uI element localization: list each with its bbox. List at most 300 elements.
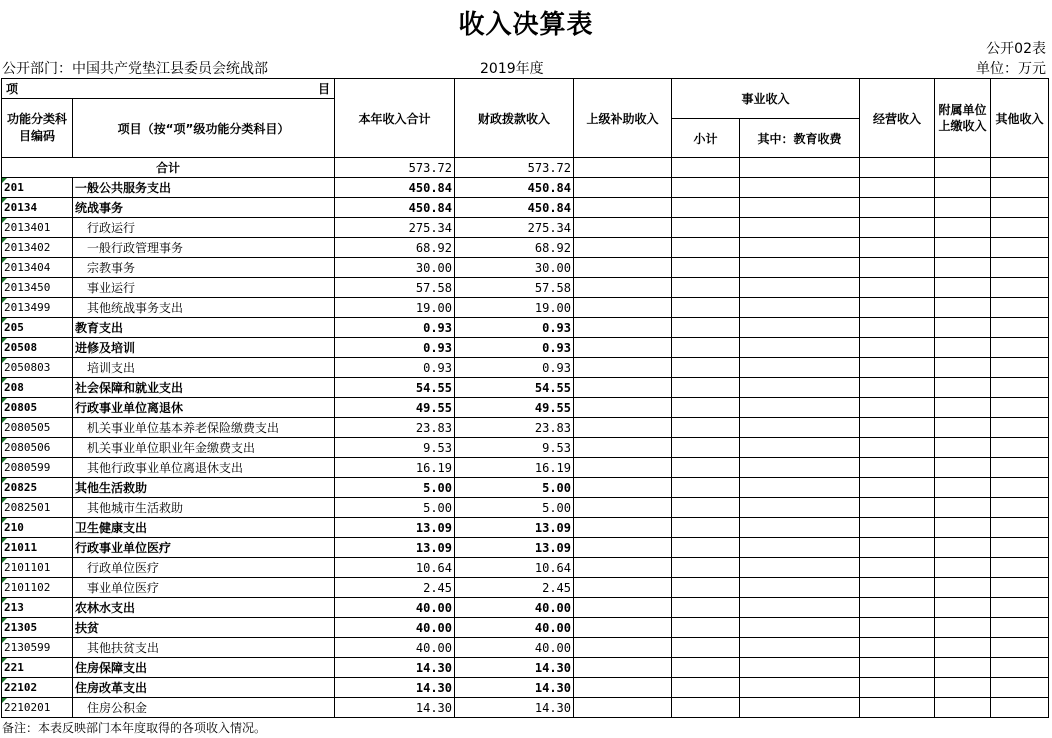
empty-cell [991, 578, 1049, 598]
row-name: 农林水支出 [73, 598, 335, 618]
row-total: 40.00 [335, 598, 455, 618]
row-total: 16.19 [335, 458, 455, 478]
row-total: 40.00 [335, 618, 455, 638]
header-total: 本年收入合计 [335, 79, 455, 158]
empty-cell [935, 518, 991, 538]
row-code: 208 [2, 378, 73, 398]
table-row [2, 438, 1049, 458]
row-total: 450.84 [335, 178, 455, 198]
header-affiliated: 附属单位上缴收入 [935, 79, 991, 158]
empty-cell [935, 178, 991, 198]
empty-cell [672, 438, 740, 458]
empty-cell [574, 398, 672, 418]
table-row [2, 598, 1049, 618]
row-name: 其他城市生活救助 [73, 498, 335, 518]
empty-cell [672, 198, 740, 218]
total-row: 合计 573.72 573.72 [2, 158, 1049, 178]
row-name: 行政事业单位医疗 [73, 538, 335, 558]
row-fiscal: 0.93 [455, 358, 574, 378]
empty-cell [574, 378, 672, 398]
row-code: 2013402 [2, 238, 73, 258]
empty-cell [860, 178, 935, 198]
table-row [2, 358, 1049, 378]
empty-cell [935, 498, 991, 518]
row-fiscal: 5.00 [455, 478, 574, 498]
empty-cell [935, 318, 991, 338]
empty-cell [935, 278, 991, 298]
row-fiscal: 0.93 [455, 338, 574, 358]
row-total: 0.93 [335, 358, 455, 378]
empty-cell [860, 458, 935, 478]
row-code: 2013401 [2, 218, 73, 238]
row-fiscal: 40.00 [455, 638, 574, 658]
empty-cell [672, 258, 740, 278]
empty-cell [935, 398, 991, 418]
empty-cell [935, 678, 991, 698]
row-name: 机关事业单位职业年金缴费支出 [73, 438, 335, 458]
row-code: 20825 [2, 478, 73, 498]
row-name: 扶贫 [73, 618, 335, 638]
empty-cell [860, 218, 935, 238]
table-row [2, 518, 1049, 538]
row-code: 21305 [2, 618, 73, 638]
page-title: 收入决算表 [458, 10, 594, 40]
empty-cell [860, 358, 935, 378]
empty-cell [740, 358, 860, 378]
empty-cell [740, 538, 860, 558]
empty-cell [860, 698, 935, 718]
header-education: 其中：教育收费 [740, 119, 860, 158]
empty-cell [991, 458, 1049, 478]
empty-cell [740, 198, 860, 218]
empty-cell [672, 298, 740, 318]
empty-cell [991, 398, 1049, 418]
table-row [2, 658, 1049, 678]
row-total: 5.00 [335, 478, 455, 498]
row-fiscal: 14.30 [455, 658, 574, 678]
row-fiscal: 40.00 [455, 598, 574, 618]
empty-cell [991, 318, 1049, 338]
empty-cell [672, 458, 740, 478]
empty-cell [991, 618, 1049, 638]
row-code: 2101102 [2, 578, 73, 598]
row-name: 行政事业单位离退休 [73, 398, 335, 418]
row-code: 2210201 [2, 698, 73, 718]
empty-cell [740, 678, 860, 698]
empty-cell [935, 598, 991, 618]
row-total: 0.93 [335, 318, 455, 338]
empty-cell [935, 358, 991, 378]
empty-cell [672, 418, 740, 438]
empty-cell [672, 638, 740, 658]
row-name: 其他行政事业单位离退休支出 [73, 458, 335, 478]
row-fiscal: 9.53 [455, 438, 574, 458]
row-total: 19.00 [335, 298, 455, 318]
row-fiscal: 0.93 [455, 318, 574, 338]
empty-cell [860, 378, 935, 398]
empty-cell [574, 298, 672, 318]
row-code: 213 [2, 598, 73, 618]
table-row [2, 198, 1049, 218]
row-name: 住房公积金 [73, 698, 335, 718]
empty-cell [860, 678, 935, 698]
row-total: 9.53 [335, 438, 455, 458]
header-subtotal: 小计 [672, 119, 740, 158]
row-name: 其他生活救助 [73, 478, 335, 498]
row-fiscal: 13.09 [455, 538, 574, 558]
row-code: 2080599 [2, 458, 73, 478]
row-name: 行政单位医疗 [73, 558, 335, 578]
empty-cell [860, 278, 935, 298]
row-code: 210 [2, 518, 73, 538]
row-total: 13.09 [335, 538, 455, 558]
empty-cell [935, 438, 991, 458]
row-fiscal: 450.84 [455, 198, 574, 218]
empty-cell [860, 638, 935, 658]
empty-cell [935, 578, 991, 598]
table-row [2, 338, 1049, 358]
empty-cell [672, 518, 740, 538]
row-name: 宗教事务 [73, 258, 335, 278]
header-operating: 经营收入 [860, 79, 935, 158]
row-code: 201 [2, 178, 73, 198]
empty-cell [672, 658, 740, 678]
empty-cell [740, 578, 860, 598]
empty-cell [935, 638, 991, 658]
row-code: 205 [2, 318, 73, 338]
empty-cell [991, 498, 1049, 518]
empty-cell [672, 278, 740, 298]
row-name: 一般行政管理事务 [73, 238, 335, 258]
empty-cell [860, 578, 935, 598]
row-name: 事业单位医疗 [73, 578, 335, 598]
empty-cell [672, 218, 740, 238]
row-total: 14.30 [335, 658, 455, 678]
empty-cell [935, 418, 991, 438]
empty-cell [740, 378, 860, 398]
row-total: 49.55 [335, 398, 455, 418]
empty-cell [574, 278, 672, 298]
empty-cell [935, 198, 991, 218]
row-name: 一般公共服务支出 [73, 178, 335, 198]
row-code: 2082501 [2, 498, 73, 518]
row-total: 30.00 [335, 258, 455, 278]
year-label: 2019年度 [480, 61, 544, 77]
form-code: 公开02表 [986, 41, 1046, 57]
header-xiang: 项 目 [2, 79, 335, 99]
empty-cell [991, 518, 1049, 538]
empty-cell [574, 598, 672, 618]
empty-cell [860, 498, 935, 518]
empty-cell [740, 278, 860, 298]
row-code: 2130599 [2, 638, 73, 658]
row-fiscal: 10.64 [455, 558, 574, 578]
empty-cell [740, 658, 860, 678]
empty-cell [991, 638, 1049, 658]
empty-cell [860, 438, 935, 458]
empty-cell [740, 478, 860, 498]
table-row [2, 418, 1049, 438]
empty-cell [740, 698, 860, 718]
empty-cell [935, 558, 991, 578]
table-row [2, 638, 1049, 658]
row-fiscal: 2.45 [455, 578, 574, 598]
header-upper: 上级补助收入 [574, 79, 672, 158]
row-total: 13.09 [335, 518, 455, 538]
header-code: 功能分类科目编码 [2, 99, 73, 158]
empty-cell [860, 198, 935, 218]
row-name: 事业运行 [73, 278, 335, 298]
empty-cell [935, 538, 991, 558]
empty-cell [860, 238, 935, 258]
row-name: 机关事业单位基本养老保险缴费支出 [73, 418, 335, 438]
empty-cell [740, 398, 860, 418]
row-code: 2013499 [2, 298, 73, 318]
empty-cell [860, 658, 935, 678]
department-label: 公开部门：中国共产党垫江县委员会统战部 [2, 61, 268, 77]
empty-cell [672, 598, 740, 618]
empty-cell [740, 598, 860, 618]
row-code: 2050803 [2, 358, 73, 378]
empty-cell [574, 438, 672, 458]
row-code: 2013404 [2, 258, 73, 278]
empty-cell [860, 318, 935, 338]
empty-cell [860, 338, 935, 358]
row-name: 教育支出 [73, 318, 335, 338]
empty-cell [860, 618, 935, 638]
row-total: 40.00 [335, 638, 455, 658]
row-code: 221 [2, 658, 73, 678]
empty-cell [740, 498, 860, 518]
empty-cell [860, 258, 935, 278]
row-name: 其他统战事务支出 [73, 298, 335, 318]
row-fiscal: 14.30 [455, 698, 574, 718]
empty-cell [574, 178, 672, 198]
empty-cell [672, 538, 740, 558]
row-fiscal: 5.00 [455, 498, 574, 518]
empty-cell [740, 338, 860, 358]
row-name: 培训支出 [73, 358, 335, 378]
empty-cell [740, 318, 860, 338]
empty-cell [860, 518, 935, 538]
empty-cell [991, 678, 1049, 698]
empty-cell [574, 498, 672, 518]
empty-cell [860, 558, 935, 578]
empty-cell [574, 658, 672, 678]
footnote: 备注：本表反映部门本年度取得的各项收入情况。 [2, 721, 267, 735]
empty-cell [991, 478, 1049, 498]
empty-cell [672, 578, 740, 598]
empty-cell [672, 358, 740, 378]
table-row [2, 478, 1049, 498]
empty-cell [672, 378, 740, 398]
empty-cell [935, 458, 991, 478]
table-row [2, 538, 1049, 558]
empty-cell [672, 678, 740, 698]
table-row [2, 258, 1049, 278]
empty-cell [672, 558, 740, 578]
row-fiscal: 14.30 [455, 678, 574, 698]
empty-cell [574, 258, 672, 278]
unit-label: 单位：万元 [976, 61, 1046, 77]
empty-cell [740, 178, 860, 198]
table-row [2, 498, 1049, 518]
table-row [2, 458, 1049, 478]
empty-cell [740, 418, 860, 438]
table-row [2, 378, 1049, 398]
empty-cell [574, 458, 672, 478]
row-name: 其他扶贫支出 [73, 638, 335, 658]
table-row [2, 318, 1049, 338]
empty-cell [672, 698, 740, 718]
row-fiscal: 23.83 [455, 418, 574, 438]
empty-cell [935, 658, 991, 678]
empty-cell [672, 338, 740, 358]
empty-cell [935, 298, 991, 318]
empty-cell [740, 638, 860, 658]
empty-cell [672, 498, 740, 518]
empty-cell [991, 298, 1049, 318]
row-total: 0.93 [335, 338, 455, 358]
row-fiscal: 275.34 [455, 218, 574, 238]
row-total: 450.84 [335, 198, 455, 218]
empty-cell [991, 438, 1049, 458]
table-row [2, 298, 1049, 318]
empty-cell [574, 478, 672, 498]
row-code: 2080506 [2, 438, 73, 458]
empty-cell [935, 698, 991, 718]
row-name: 进修及培训 [73, 338, 335, 358]
empty-cell [860, 398, 935, 418]
empty-cell [740, 558, 860, 578]
empty-cell [740, 258, 860, 278]
table-row [2, 178, 1049, 198]
row-code: 21011 [2, 538, 73, 558]
empty-cell [991, 178, 1049, 198]
empty-cell [935, 218, 991, 238]
empty-cell [574, 218, 672, 238]
table-row [2, 278, 1049, 298]
empty-cell [672, 478, 740, 498]
table-row [2, 398, 1049, 418]
table-row [2, 218, 1049, 238]
table-row [2, 618, 1049, 638]
empty-cell [740, 458, 860, 478]
row-fiscal: 13.09 [455, 518, 574, 538]
table-row [2, 558, 1049, 578]
row-code: 2013450 [2, 278, 73, 298]
row-total: 2.45 [335, 578, 455, 598]
row-total: 14.30 [335, 698, 455, 718]
row-total: 10.64 [335, 558, 455, 578]
table-row [2, 678, 1049, 698]
empty-cell [574, 338, 672, 358]
header-fiscal: 财政拨款收入 [455, 79, 574, 158]
header-item: 项目（按“项”级功能分类科目） [73, 99, 335, 158]
row-name: 社会保障和就业支出 [73, 378, 335, 398]
empty-cell [935, 238, 991, 258]
empty-cell [574, 198, 672, 218]
empty-cell [935, 378, 991, 398]
empty-cell [672, 398, 740, 418]
empty-cell [740, 218, 860, 238]
empty-cell [574, 678, 672, 698]
empty-cell [672, 618, 740, 638]
row-total: 23.83 [335, 418, 455, 438]
empty-cell [672, 318, 740, 338]
empty-cell [860, 418, 935, 438]
empty-cell [991, 698, 1049, 718]
row-code: 20134 [2, 198, 73, 218]
empty-cell [991, 378, 1049, 398]
table-row [2, 238, 1049, 258]
row-name: 住房改革支出 [73, 678, 335, 698]
empty-cell [935, 258, 991, 278]
row-fiscal: 57.58 [455, 278, 574, 298]
row-total: 5.00 [335, 498, 455, 518]
empty-cell [672, 238, 740, 258]
row-name: 行政运行 [73, 218, 335, 238]
empty-cell [991, 238, 1049, 258]
empty-cell [991, 218, 1049, 238]
row-fiscal: 40.00 [455, 618, 574, 638]
table-row [2, 698, 1049, 718]
empty-cell [991, 358, 1049, 378]
row-code: 2101101 [2, 558, 73, 578]
empty-cell [991, 558, 1049, 578]
empty-cell [574, 538, 672, 558]
row-total: 68.92 [335, 238, 455, 258]
empty-cell [574, 558, 672, 578]
row-code: 20805 [2, 398, 73, 418]
row-name: 住房保障支出 [73, 658, 335, 678]
empty-cell [574, 698, 672, 718]
empty-cell [991, 598, 1049, 618]
empty-cell [935, 618, 991, 638]
empty-cell [860, 298, 935, 318]
row-total: 275.34 [335, 218, 455, 238]
empty-cell [991, 658, 1049, 678]
empty-cell [574, 318, 672, 338]
empty-cell [991, 538, 1049, 558]
empty-cell [991, 338, 1049, 358]
empty-cell [672, 178, 740, 198]
income-table [1, 78, 1049, 718]
empty-cell [740, 298, 860, 318]
empty-cell [935, 338, 991, 358]
row-code: 20508 [2, 338, 73, 358]
empty-cell [740, 238, 860, 258]
row-fiscal: 450.84 [455, 178, 574, 198]
empty-cell [860, 478, 935, 498]
row-fiscal: 54.55 [455, 378, 574, 398]
row-total: 57.58 [335, 278, 455, 298]
empty-cell [740, 438, 860, 458]
row-fiscal: 19.00 [455, 298, 574, 318]
empty-cell [574, 578, 672, 598]
empty-cell [860, 538, 935, 558]
table-row [2, 578, 1049, 598]
row-code: 2080505 [2, 418, 73, 438]
row-code: 22102 [2, 678, 73, 698]
empty-cell [574, 238, 672, 258]
empty-cell [574, 418, 672, 438]
row-total: 54.55 [335, 378, 455, 398]
empty-cell [991, 278, 1049, 298]
header-business: 事业收入 [672, 79, 860, 119]
row-fiscal: 68.92 [455, 238, 574, 258]
empty-cell [860, 598, 935, 618]
